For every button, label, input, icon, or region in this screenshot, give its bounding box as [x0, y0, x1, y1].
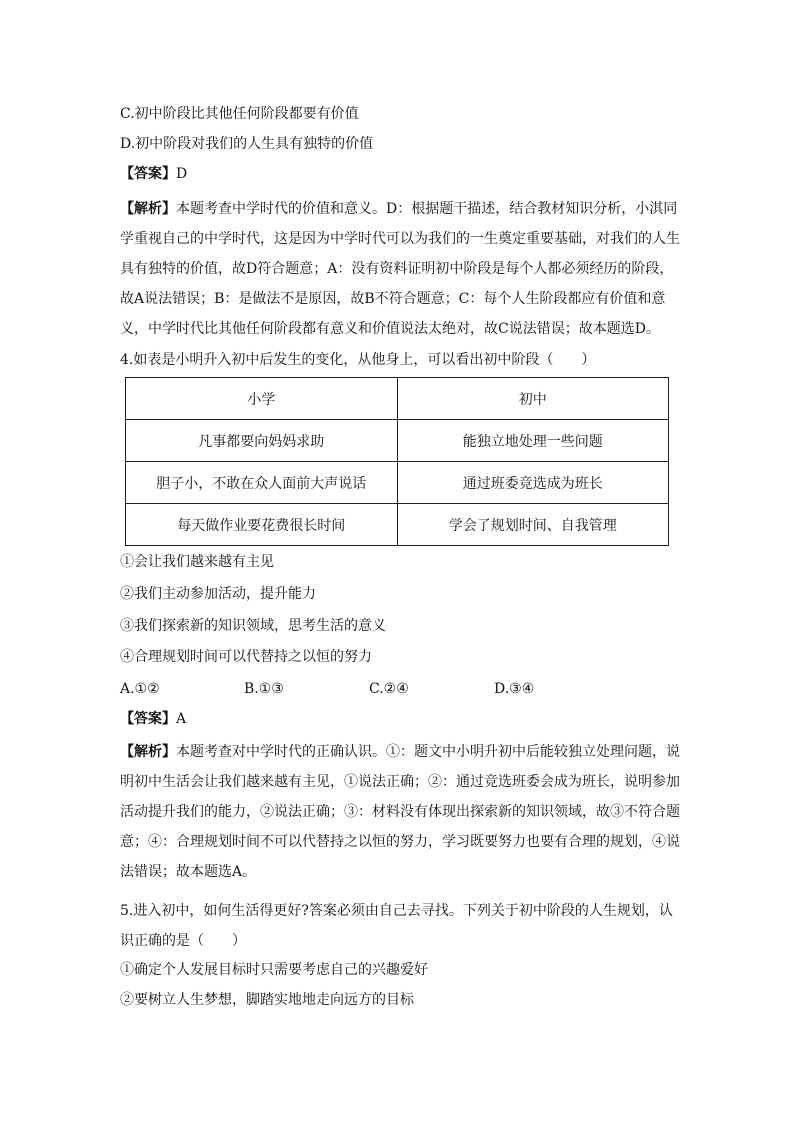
question-5: 5.进入初中，如何生活得更好?答案必须由自己去寻找。下列关于初中阶段的人生规划，认识正确的是（ ）: [120, 903, 673, 949]
answer-value: D: [176, 166, 188, 182]
table-row: [126, 504, 669, 546]
statement-2: ②我们主动参加活动，提升能力: [120, 586, 316, 602]
table-header-cell: 初中: [397, 378, 669, 420]
analysis-tag: 【解析】: [120, 201, 176, 217]
option-b: B.①③: [244, 681, 284, 697]
answer-options: [120, 679, 680, 699]
analysis-text: 本题考查中学时代的价值和意义。D：根据题干描述，结合教材知识分析，小淇同学重视自己的中学时代，这是因为中学时代可以为我们的一生奠定重要基础，对我们的人生具有独特的价值，故D符合题意；A：没有资料证明初中阶段是每个人都必须经历的阶段，故A说法错误；B：是做法不是原因，故B不符合题意；C：每个人生阶段都应有价值和意义，中学时代比其他任何阶段都有意义和价值说法太绝对，故C说法错误；故本题选D。: [120, 201, 680, 337]
answer-tag: 【答案】: [120, 711, 176, 727]
option-a: A.①②: [120, 681, 160, 697]
comparison-table: [125, 377, 669, 546]
statement-1: ①会让我们越来越有主见: [120, 554, 274, 570]
table-header-row: [126, 378, 669, 420]
table-cell: 能独立地处理一些问题: [397, 420, 669, 462]
answer-2: [120, 709, 186, 729]
analysis-tag: 【解析】: [120, 744, 176, 760]
answer-tag: 【答案】: [120, 166, 176, 182]
table-header-cell: 小学: [126, 378, 398, 420]
statement-4: ④合理规划时间可以代替持之以恒的努力: [120, 649, 372, 665]
option-c: C.②④: [369, 681, 409, 697]
answer-1: [120, 164, 187, 184]
option-d: D.初中阶段对我们的人生具有独特的价值: [120, 136, 374, 152]
table-cell: 胆子小，不敢在众人面前大声说话: [126, 462, 398, 504]
statement-3: ③我们探索新的知识领域，思考生活的意义: [120, 618, 386, 634]
q5-statement-2: ②要树立人生梦想，脚踏实地地走向远方的目标: [120, 992, 414, 1008]
option-d: D.③④: [494, 681, 535, 697]
table-cell: 每天做作业要花费很长时间: [126, 504, 398, 546]
analysis-1: [120, 194, 685, 344]
answer-value: A: [176, 711, 187, 727]
table-cell: 通过班委竞选成为班长: [397, 462, 669, 504]
table-cell: 学会了规划时间、自我管理: [397, 504, 669, 546]
q5-statement-1: ①确定个人发展目标时只需要考虑自己的兴趣爱好: [120, 962, 428, 978]
analysis-2: [120, 737, 685, 887]
table-row: [126, 462, 669, 504]
table-row: [126, 420, 669, 462]
analysis-text: 本题考查对中学时代的正确认识。①：题文中小明升初中后能较独立处理问题，说明初中生活会让我们越来越有主见，①说法正确；②：通过竞选班委会成为班长，说明参加活动提升我们的能力，②说法正确；③：材料没有体现出探索新的知识领域，故③不符合题意；④：合理规划时间不可以代替持之以恒的努力，学习既要努力也要有合理的规划，④说法错误；故本题选A。: [120, 744, 680, 880]
question-4: 4.如表是小明升入初中后发生的变化，从他身上，可以看出初中阶段（ ）: [120, 352, 596, 368]
option-c: C.初中阶段比其他任何阶段都要有价值: [120, 106, 359, 122]
table-cell: 凡事都要向妈妈求助: [126, 420, 398, 462]
